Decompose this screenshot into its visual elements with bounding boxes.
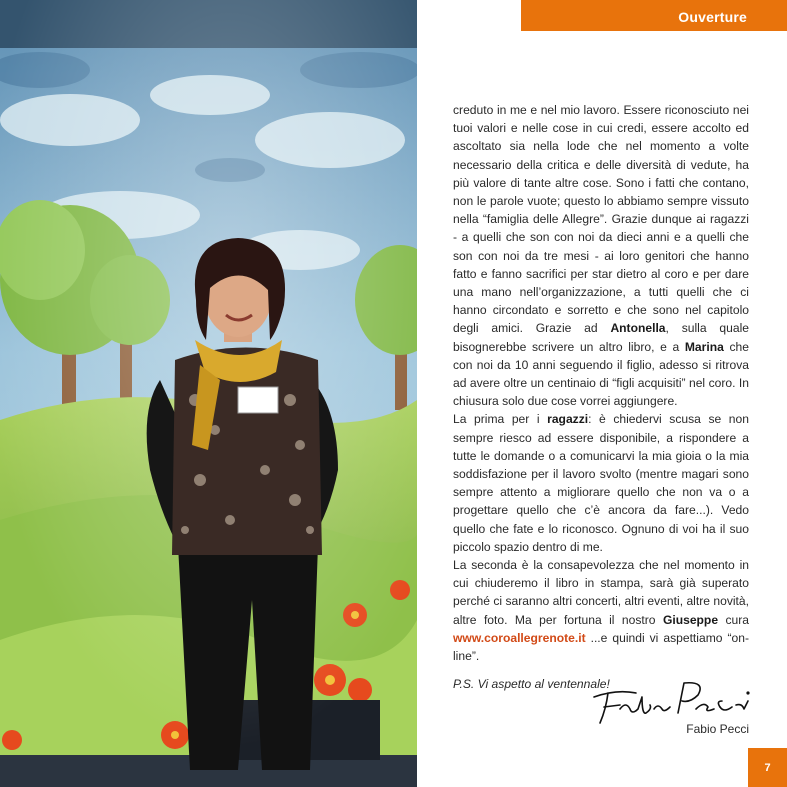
signer-name: Fabio Pecci xyxy=(686,722,749,736)
text-run: , sulla quale bisognerebbe scrivere un altro libro, e a xyxy=(453,321,749,354)
bold-name: Marina xyxy=(684,339,724,354)
name-badge-icon xyxy=(238,387,278,413)
text-run: che con noi da 10 anni seguendo il figlio, adesso si ritrova ad avere oltre un centinaio di “figli acquisiti” nel coro. In chiusura solo due cose vorrei aggiungere. xyxy=(453,339,749,409)
postscript: P.S. Vi aspetto al ventennale! xyxy=(453,677,610,692)
signature-icon xyxy=(586,675,756,727)
page-number: 7 xyxy=(748,748,787,787)
text-run: creduto in me e nel mio lavoro. Essere riconosciuto nei tuoi valori e nelle cose in cui credi, essere accolto ed ascoltato sia nella lode che nel momento a volte necessario della critica e delle diversità di vedute, ha più valore di tante altre cose. Sono i fatti che contano, non le parole vuote; questo lo abbiamo sempre vissuto nella “famiglia delle Allegre”. Grazie dunque ai ragazzi - a quelli che son con noi da dieci anni e a quelli che son con noi da tre mesi - ai loro genitori che hanno fatto e fanno sacrifici per star dietro al coro e per dare una mano nell’organizzazione, a tutti quelli che ci hanno circondato e sorretto e che sono nel capitolo degli amici. Grazie ad xyxy=(453,103,749,336)
text-run: ...e quindi vi aspettiamo “on-line”. xyxy=(453,630,749,664)
section-tab xyxy=(521,0,787,31)
text-run: La seconda è la consapevolezza che nel momento in cui chiuderemo il libro in stampa, sarà già superato perché ci saranno altri concerti, altri eventi, altre novità, altre foto. Ma per fortuna il nostro xyxy=(453,558,749,627)
paragraph-2 xyxy=(453,410,749,556)
bold-name: Antonella xyxy=(610,321,666,336)
section-title: Ouverture xyxy=(678,9,747,25)
website-link[interactable]: www.coroallegrenote.it xyxy=(453,630,586,645)
text-run: La prima per i xyxy=(453,412,548,427)
bold-name: Giuseppe xyxy=(662,612,719,627)
paragraph-1 xyxy=(453,101,749,410)
bold-name: ragazzi xyxy=(547,412,589,427)
text-run: cura xyxy=(718,612,749,627)
paragraph-3 xyxy=(453,556,749,665)
letter-text xyxy=(453,101,749,694)
text-run: : è chiedervi scusa se non sempre riesco ad essere disponibile, a rispondere a tutte le domande o a comunicarvi la mia gioia o la mia soddisfazione per il lavoro svolto (mentre magari sono sempre attento a migliorare quello che non va o a progettare quello che c’è ancora da fare...). Vedo quello che fate e lo riconosco. Ognuno di voi ha il suo piccolo spazio dentro di me. xyxy=(453,412,749,554)
